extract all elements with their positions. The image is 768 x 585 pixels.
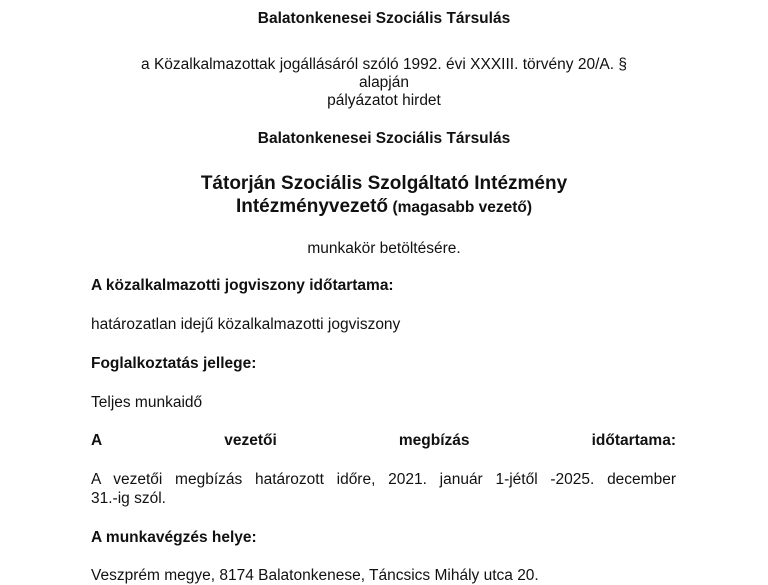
heading-word: A: [91, 432, 103, 449]
heading-word: időtartama:: [591, 432, 676, 449]
heading-word: vezetői: [224, 432, 277, 449]
heading-word: megbízás: [398, 432, 470, 449]
section-heading-workplace: A munkavégzés helye:: [91, 529, 257, 546]
law-reference-line1: a Közalkalmazottak jogállásáról szóló 1992. évi XXXIII. törvény 20/A. §: [141, 56, 627, 73]
section-text-mandate-line1: A vezetői megbízás határozott időre, 2021. január 1-jétől -2025. december: [91, 471, 676, 488]
section-text-duration: határozatlan idejű közalkalmazotti jogviszony: [91, 316, 401, 333]
law-reference-line2: alapján: [359, 74, 409, 91]
position-title: Intézményvezető: [235, 196, 389, 217]
section-text-workplace: Veszprém megye, 8174 Balatonkenese, Táncsics Mihály utca 20.: [91, 567, 539, 584]
section-text-employment: Teljes munkaidő: [91, 394, 203, 411]
position-title-line: [0, 196, 768, 218]
org-name-second: Balatonkenesei Szociális Társulás: [257, 130, 511, 147]
position-note: (magasabb vezető): [392, 199, 533, 216]
org-name-top: Balatonkenesei Szociális Társulás: [257, 10, 511, 27]
section-heading-employment: Foglalkoztatás jellege:: [91, 355, 257, 372]
announcement-line: pályázatot hirdet: [327, 92, 441, 109]
section-heading-duration: A közalkalmazotti jogviszony időtartama:: [91, 277, 394, 294]
section-text-mandate-line2: 31.-ig szól.: [91, 490, 166, 507]
institution-name: Tátorján Szociális Szolgáltató Intézmény: [200, 173, 568, 194]
section-heading-mandate: [91, 432, 676, 450]
purpose-line: munkakör betöltésére.: [307, 240, 461, 257]
